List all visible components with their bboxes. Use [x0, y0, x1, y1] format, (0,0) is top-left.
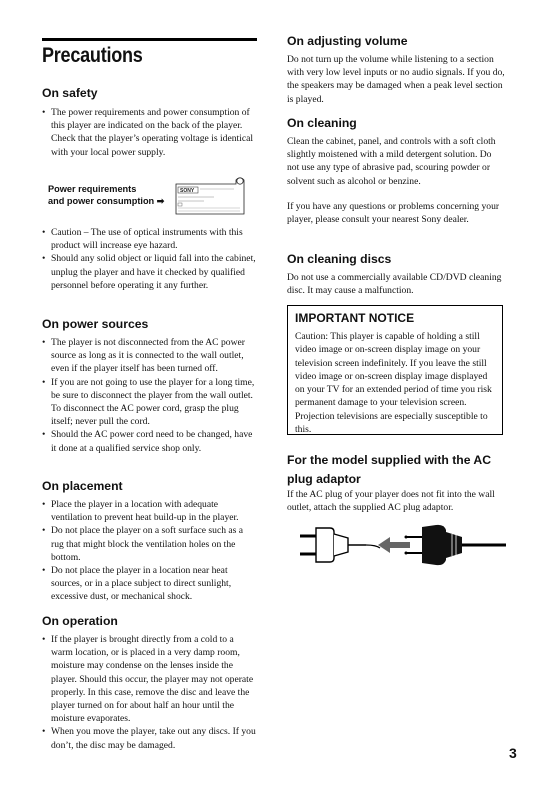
list-item: • Caution – The use of optical instruments with this product will increase eye hazard. [42, 226, 257, 252]
operation-list [42, 633, 257, 752]
power-list [42, 336, 257, 455]
figure-label-line2: and power consumption ➡ [48, 195, 165, 206]
volume-text: Do not turn up the volume while listening to a section with very low level inputs or no audio signals. If you do, the speakers may be damaged when a peak level section is played. [287, 54, 505, 105]
ac-plug-adaptor-illustration [286, 520, 508, 572]
heading-on-cleaning: On cleaning [287, 116, 357, 130]
notice-text: Caution: This player is capable of holding a still video image or on-screen display image on your television screen indefinitely. If you leave the still video image or on-screen display image displayed on your TV for an extended period of time you risk permanent damage to your television screen. Projection televisions are especially susceptible to this. [295, 331, 492, 436]
heading-on-placement: On placement [42, 479, 123, 493]
safety-list-1 [42, 106, 257, 159]
arrow-left-icon [378, 537, 410, 553]
rating-label-illustration [174, 174, 246, 218]
list-item: • Should the AC power cord need to be changed, have it done at a qualified service shop only. [42, 428, 257, 454]
figure-label-line1: Power requirements [48, 184, 137, 194]
list-item: • When you move the player, take out any discs. If you don’t, the disc may be damaged. [42, 725, 257, 751]
title-rule [42, 38, 257, 41]
list-item: • If you are not going to use the player for a long time, be sure to disconnect the player from the wall outlet. To disconnect the AC power cord, grasp the plug itself; never pull the cord. [42, 376, 257, 429]
safety-list-2 [42, 226, 257, 292]
heading-ac-plug-adaptor: For the model supplied with the AC plug adaptor [287, 453, 492, 486]
arrow-right-icon: ➡ [156, 195, 165, 206]
list-item: • Place the player in a location with adequate ventilation to prevent heat build-up in the player. [42, 498, 257, 524]
heading-on-power-sources: On power sources [42, 317, 149, 331]
cleaning-text-2: If you have any questions or problems concerning your player, please consult your nearest Sony dealer. [287, 201, 500, 226]
list-item: • If the player is brought directly from a cold to a warm location, or is placed in a very damp room, moisture may condense on the lenses inside the player. Should this occur, the player may not operate properly. In this case, remove the disc and leave the player turned on for about half an hour until the moisture evaporates. [42, 633, 257, 725]
heading-on-cleaning-discs: On cleaning discs [287, 252, 392, 266]
page-number: 3 [509, 745, 517, 761]
list-item: • The power requirements and power consumption of this player are indicated on the back of the player. Check that the player’s operating voltage is identical with your local power supply. [42, 106, 257, 159]
heading-on-adjusting-volume: On adjusting volume [287, 34, 408, 48]
notice-heading: IMPORTANT NOTICE [295, 311, 415, 325]
label-plate-text: SONY [180, 188, 195, 194]
important-notice-box [287, 305, 503, 435]
list-item: • Do not place the player on a soft surface such as a rug that might block the ventilation holes on the bottom. [42, 524, 257, 564]
adaptor-text: If the AC plug of your player does not fit into the wall outlet, attach the supplied AC plug adaptor. [287, 489, 495, 514]
figure-label [48, 184, 164, 207]
page-title: Precautions [42, 44, 143, 67]
list-item: • The player is not disconnected from the AC power source as long as it is connected to the wall outlet, even if the player itself has been turned off. [42, 336, 257, 376]
list-item: • Should any solid object or liquid fall into the cabinet, unplug the player and have it checked by qualified personnel before operating it any further. [42, 252, 257, 292]
discs-text: Do not use a commercially available CD/DVD cleaning disc. It may cause a malfunction. [287, 272, 502, 297]
list-item: • Do not place the player in a location near heat sources, or in a place subject to direct sunlight, excessive dust, or mechanical shock. [42, 564, 257, 604]
heading-on-safety: On safety [42, 86, 98, 100]
placement-list [42, 498, 257, 604]
cleaning-text: Clean the cabinet, panel, and controls with a soft cloth slightly moistened with a mild detergent solution. Do not use any type of abrasive pad, scouring powder or solvent such as alcohol or benzine. [287, 136, 496, 187]
heading-on-operation: On operation [42, 614, 118, 628]
